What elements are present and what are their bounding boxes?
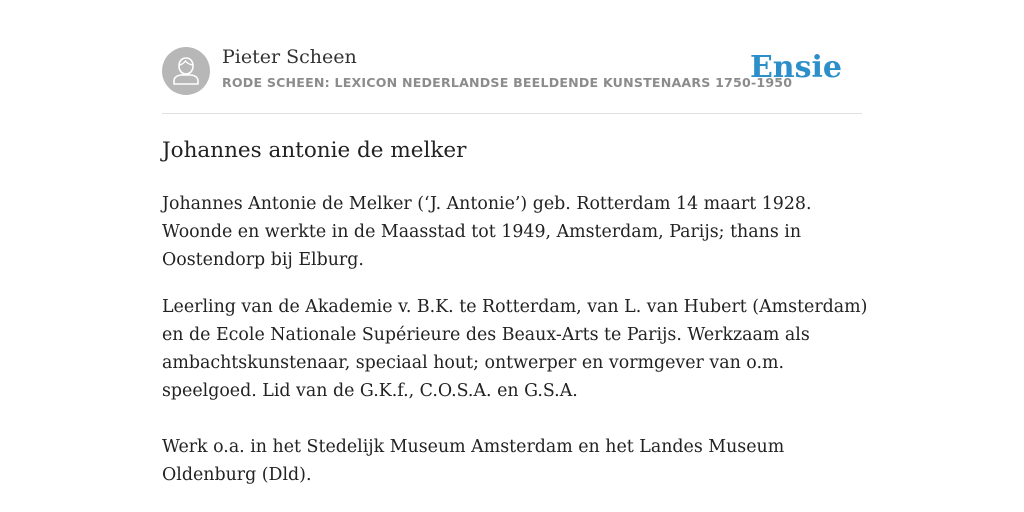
user-icon: [162, 47, 210, 95]
author-avatar[interactable]: [162, 47, 210, 95]
article-paragraph: Werk o.a. in het Stedelijk Museum Amsterdam en het Landes Museum Oldenburg (Dld).: [162, 437, 785, 485]
source-title[interactable]: RODE SCHEEN: LEXICON NEDERLANDSE BEELDENDE KUNSTENAARS 1750-1950: [222, 75, 793, 90]
ensie-logo[interactable]: Ensie: [749, 50, 842, 85]
article-header: [162, 46, 862, 96]
article-title: Johannes antonie de melker: [162, 138, 467, 163]
author-name[interactable]: Pieter Scheen: [222, 46, 357, 68]
article-paragraph: Leerling van de Akademie v. B.K. te Rotterdam, van L. van Hubert (Amsterdam) en de Ecole Nationale Supérieure des Beaux-Arts te Parijs. Werkzaam als ambachtskunstenaar, speciaal hout; ontwerper en vormgever van o.m. speelgoed. Lid van de G.K.f., C.O.S.A. en G.S.A.: [162, 297, 868, 401]
header-divider: [162, 113, 862, 114]
article-paragraph: Johannes Antonie de Melker (‘J. Antonie’) geb. Rotterdam 14 maart 1928. Woonde en werkte in de Maasstad tot 1949, Amsterdam, Parijs; thans in Oostendorp bij Elburg.: [162, 194, 812, 270]
